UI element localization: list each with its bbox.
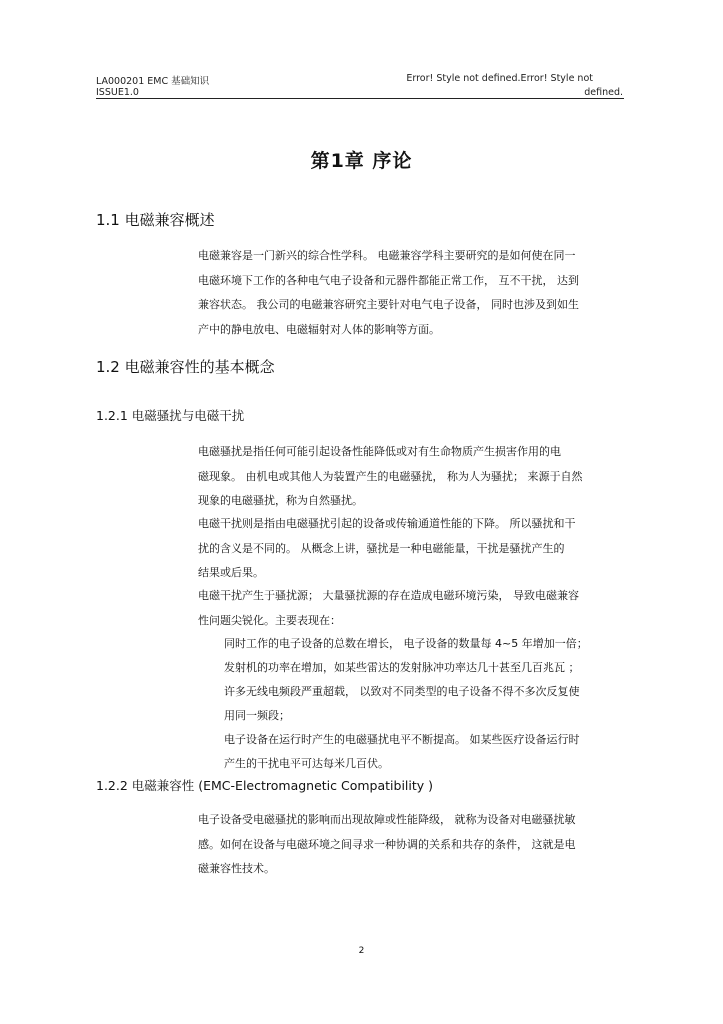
header-doc-id: LA000201 EMC 基础知识 xyxy=(96,76,210,87)
text-line: 电子设备受电磁骚扰的影响而出现故障或性能降级， 就称为设备对电磁骚扰敏 xyxy=(198,813,576,826)
section-heading-1-1: 1.1 电磁兼容概述 xyxy=(96,211,215,229)
header-error-text-1: Error! Style not defined.Error! Style not xyxy=(406,73,593,84)
list-item: 同时工作的电子设备的总数在增长， 电子设备的数量每 4~5 年增加一倍； xyxy=(224,637,588,650)
text-line: 性问题尖锐化。主要表现在： xyxy=(198,613,341,627)
subsection-heading-1-2-2: 1.2.2 电磁兼容性 (EMC-Electromagnetic Compatibility ) xyxy=(96,778,434,793)
text-line: 电磁骚扰是指任何可能引起设备性能降低或对有生命物质产生损害作用的电 xyxy=(198,445,561,458)
paragraph-interference-definition xyxy=(198,512,630,586)
text-line: 产中的静电放电、电磁辐射对人体的影响等方面。 xyxy=(198,322,440,336)
header-issue: ISSUE1.0 xyxy=(96,87,139,98)
list-item: 电子设备在运行时产生的电磁骚扰电平不断提高。 如某些医疗设备运行时 xyxy=(224,733,580,746)
text-line: 结果或后果。 xyxy=(198,566,264,579)
manifestation-list xyxy=(224,632,634,776)
paragraph-emc-technique xyxy=(198,808,630,882)
text-line: 电磁兼容是一门新兴的综合性学科。 电磁兼容学科主要研究的是如何使在同一 xyxy=(198,249,576,262)
chapter-title: 第1章 序论 xyxy=(310,150,413,172)
header-rule xyxy=(96,98,624,99)
text-line: 磁兼容性技术。 xyxy=(198,862,275,875)
paragraph-disturbance-definition xyxy=(198,440,630,514)
text-line: 电磁环境下工作的各种电气电子设备和元器件都能正常工作， 互不干扰， 达到 xyxy=(198,273,579,287)
text-line: 感。如何在设备与电磁环境之间寻求一种协调的关系和共存的条件， 这就是电 xyxy=(198,837,576,851)
list-item: 产生的干扰电平可达每米几百伏。 xyxy=(224,757,389,770)
paragraph-disturbance-sources xyxy=(198,584,630,633)
paragraph-emc-overview xyxy=(198,244,630,342)
list-item: 许多无线电频段严重超载， 以致对不同类型的电子设备不得不多次反复使 xyxy=(224,685,580,698)
text-line: 电磁干扰产生于骚扰源； 大量骚扰源的存在造成电磁环境污染， 导致电磁兼容 xyxy=(198,589,579,602)
page-number: 2 xyxy=(358,946,365,956)
text-line: 扰的含义是不同的。 从概念上讲，骚扰是一种电磁能量，干扰是骚扰产生的 xyxy=(198,541,565,555)
section-heading-1-2: 1.2 电磁兼容性的基本概念 xyxy=(96,358,275,376)
header-error-text-2: defined. xyxy=(584,87,623,98)
subsection-heading-1-2-1: 1.2.1 电磁骚扰与电磁干扰 xyxy=(96,408,245,423)
text-line: 磁现象。 由机电或其他人为装置产生的电磁骚扰， 称为人为骚扰； 来源于自然 xyxy=(198,469,583,483)
text-line: 现象的电磁骚扰，称为自然骚扰。 xyxy=(198,494,363,507)
list-item: 用同一频段； xyxy=(224,709,290,722)
text-line: 兼容状态。 我公司的电磁兼容研究主要针对电气电子设备， 同时也涉及到如生 xyxy=(198,298,579,311)
list-item: 发射机的功率在增加，如某些雷达的发射脉冲功率达几十甚至几百兆瓦 ； xyxy=(224,661,580,674)
text-line: 电磁干扰则是指由电磁骚扰引起的设备或传输通道性能的下降。 所以骚扰和干 xyxy=(198,517,576,530)
